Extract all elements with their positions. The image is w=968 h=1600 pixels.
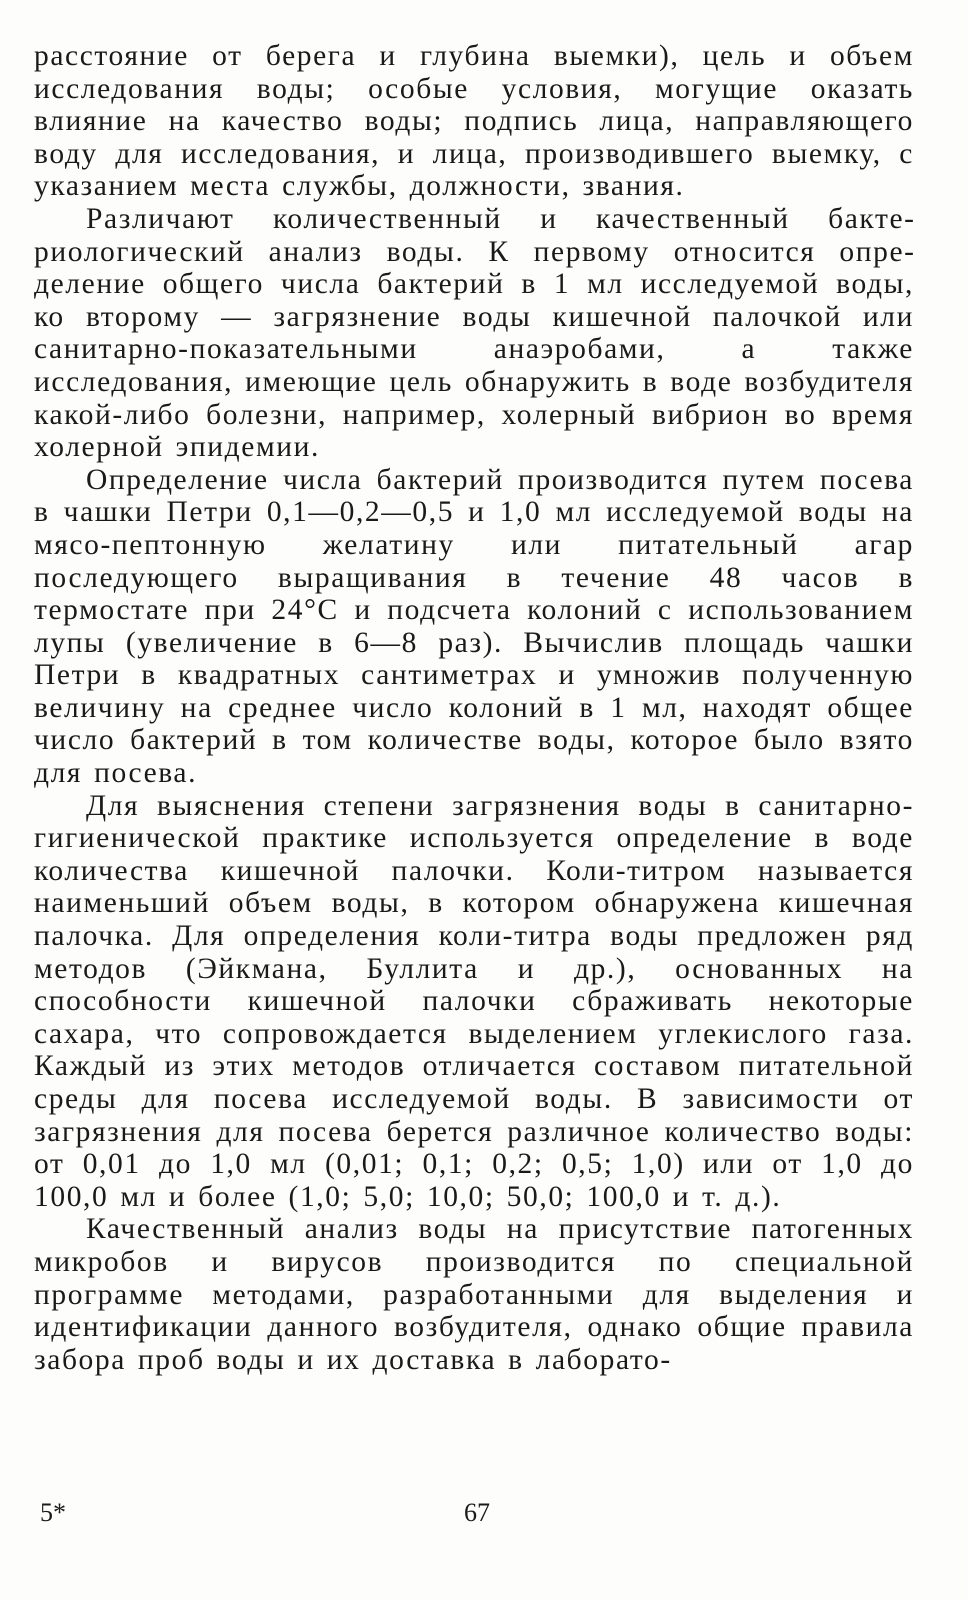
paragraph-bacteria-count: Определение числа бактерий производится путем посева в чашки Петри 0,1—0,2—0,5 и 1,0 мл исследуемой воды на мясо-пептонную желатину или питательный агар последующего выращивания в течение 48 часов в термостате при 24°С и подсчета колоний с использованием лупы (увеличение в 6—8 раз). Вычислив площадь чашки Петри в квадратных сантиметрах и умножив полученную величину на среднее число колоний в 1 мл, находят общее число бактерий в том количестве воды, которое было взято для посева. [34,463,914,790]
paragraph-qualitative-analysis: Качественный анализ воды на присутствие патогенных микробов и вирусов производится по специальной программе методами, разработанными для выделения и идентификации данного возбудителя, однако общие правила забора проб воды и их доставка в лаборато- [34,1213,914,1376]
paragraph-coli-titer: Для выяснения степени загрязнения воды в санитарно-гигиенической практике используется определение в воде количества кишечной палочки. Коли-титром называется наименьший объем воды, в котором обнаружена кишечная палочка. Для определения коли-титра воды предложен ряд методов (Эйкмана, Буллита и др.), основанных на способности кишечной палочки сбраживать некоторые сахара, что сопровождается выделением углекислого газа. Каждый из этих методов отличается составом питательной среды для посева исследуемой воды. В зависимости от загрязнения для посева берется различное количество воды: от 0,01 до 1,0 мл (0,01; 0,1; 0,2; 0,5; 1,0) или от 1,0 до 100,0 мл и более (1,0; 5,0; 10,0; 50,0; 100,0 и т. д.). [34,789,914,1213]
paragraph-analysis-types: Различают количественный и качественный бактериологический анализ воды. К первому относится определение общего числа бактерий в 1 мл исследуемой воды, ко второму — загрязнение воды кишечной палочкой или санитарно-показательными анаэробами, а также исследования, имеющие цель обнаружить в воде возбудителя какой-либо болезни, например, холерный вибрион во время холерной эпидемии. [34,202,914,464]
page-number: 67 [464,1498,490,1527]
page-footer [0,1498,968,1538]
paragraph-continuation: расстояние от берега и глубина выемки), цель и объем исследования воды; особые условия, могущие оказать влияние на качество воды; подпись лица, направляющего воду для исследования, и лица, производившего выемку, с указанием места службы, должности, звания. [34,40,914,203]
body-text [34,40,914,1376]
signature-mark: 5* [40,1498,66,1527]
